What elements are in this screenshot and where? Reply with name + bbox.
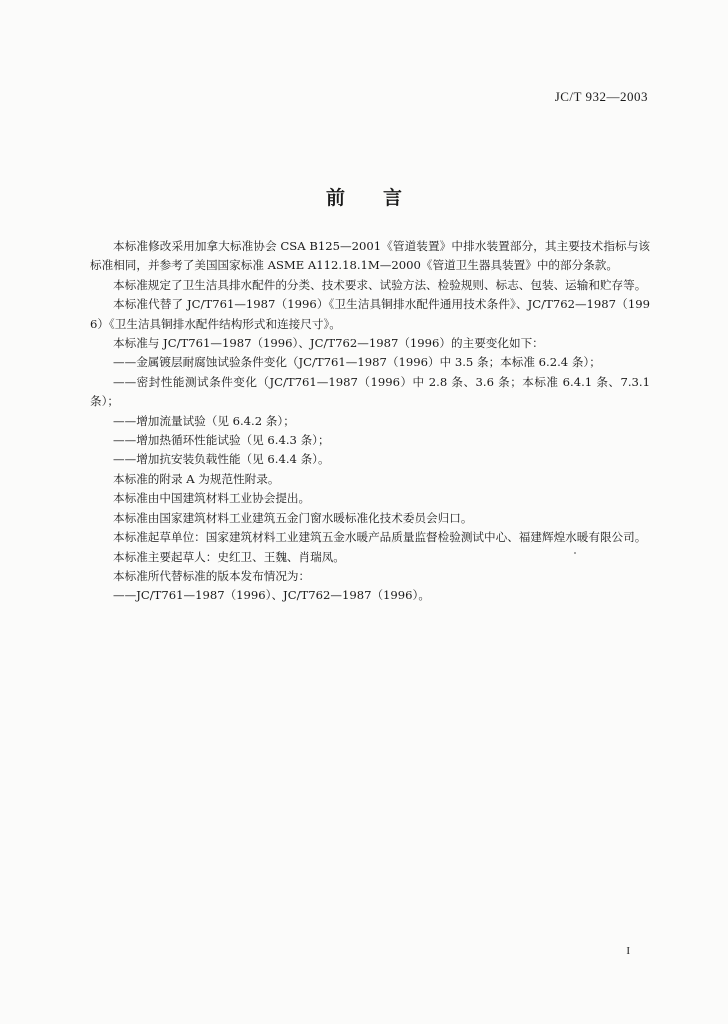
history-item: ——JC/T761—1987（1996）、JC/T762—1987（1996）。 <box>113 588 430 603</box>
paragraph-adoption: 本标准修改采用加拿大标准协会 CSA B125—2001《管道装置》中排水装置部分，其主要技术指标与该标准相同，并参考了美国国家标准 ASME A112.18.1M—2000《管道卫生器具装置》中的部分条款。 <box>90 239 650 273</box>
paragraph-proposer: 本标准由中国建筑材料工业协会提出。 <box>113 491 311 506</box>
page-number: I <box>626 945 630 957</box>
paragraph-replaces: 本标准代替了 JC/T761—1987（1996）《卫生洁具铜排水配件通用技术条件》、JC/T762—1987（1996）《卫生洁具铜排水配件结构形式和连接尺寸》。 <box>90 297 650 331</box>
page-title: 前言 <box>325 187 440 209</box>
change-item-load: ——增加抗安装负载性能（见 6.4.4 条）。 <box>113 452 330 467</box>
paragraph-appendix: 本标准的附录 A 为规范性附录。 <box>113 471 280 486</box>
paragraph-drafting-units: 本标准起草单位：国家建筑材料工业建筑五金水暖产品质量监督检验测试中心、福建辉煌水暖有限公司。 <box>113 530 647 545</box>
change-item-thermal: ——增加热循环性能试验（见 6.4.3 条）； <box>113 433 330 448</box>
paragraph-drafters: 本标准主要起草人：史红卫、王魏、肖瑞凤。 <box>113 549 345 564</box>
change-item-corrosion: ——金属镀层耐腐蚀试验条件变化（JC/T761—1987（1996）中 3.5 条；本标准 6.2.4 条）； <box>113 355 601 370</box>
change-item-flow: ——增加流量试验（见 6.4.2 条）； <box>113 413 295 428</box>
change-item-sealing: ——密封性能测试条件变化（JC/T761—1987（1996）中 2.8 条、3.6 条；本标准 6.4.1 条、7.3.1 条）； <box>90 374 650 409</box>
standard-number: JC/T 932—2003 <box>554 89 648 104</box>
paragraph-scope: 本标准规定了卫生洁具排水配件的分类、技术要求、试验方法、检验规则、标志、包装、运输和贮存等。 <box>113 277 647 292</box>
body-text <box>90 237 650 606</box>
scan-speck <box>574 552 576 554</box>
paragraph-history-intro: 本标准所代替标准的版本发布情况为： <box>113 568 311 583</box>
paragraph-changes-intro: 本标准与 JC/T761—1987（1996）、JC/T762—1987（1996）的主要变化如下： <box>113 336 544 351</box>
paragraph-committee: 本标准由国家建筑材料工业建筑五金门窗水暖标准化技术委员会归口。 <box>113 510 473 525</box>
